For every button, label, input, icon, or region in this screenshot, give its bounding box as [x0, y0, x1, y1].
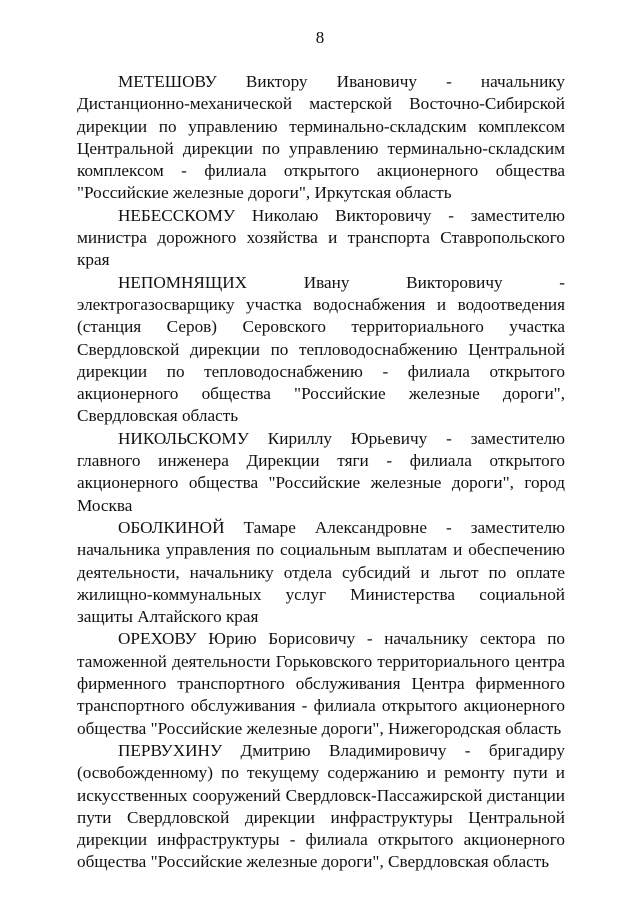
award-entry-nebessky: НЕБЕССКОМУ Николаю Викторовичу - заместителю министра дорожного хозяйства и транспорта Ставропольского края: [77, 205, 565, 270]
award-list: [77, 71, 565, 874]
page-number: 8: [315, 28, 325, 47]
award-entry-obolkina: ОБОЛКИНОЙ Тамаре Александровне - заместителю начальника управления по социальным выплатам и обеспечению деятельности, начальнику отдела субсидий и льгот по оплате жилищно-коммунальных услуг Министерства социальной защиты Алтайского края: [77, 517, 565, 627]
award-entry-nepomnyashchikh: НЕПОМНЯЩИХ Ивану Викторовичу - электрогазосварщику участка водоснабжения и водоотведения (станция Серов) Серовского территориального участка Свердловской дирекции по тепловодоснабжению Центральной дирекции по тепловодоснабжению - филиала открытого акционерного общества "Российские железные дороги", Свердловская область: [77, 272, 565, 426]
award-entry-pervukhin: ПЕРВУХИНУ Дмитрию Владимировичу - бригадиру (освобожденному) по текущему содержанию и ремонту пути и искусственных сооружений Свердловск-Пассажирской дистанции пути Свердловской дирекции инфраструктуры Центральной дирекции инфраструктуры - филиала открытого акционерного общества "Российские железные дороги", Свердловская область: [77, 740, 565, 872]
award-entry-nikolsky: НИКОЛЬСКОМУ Кириллу Юрьевичу - заместителю главного инженера Дирекции тяги - филиала открытого акционерного общества "Российские железные дороги", город Москва: [77, 428, 565, 515]
award-entry-orekhov: ОРЕХОВУ Юрию Борисовичу - начальнику сектора по таможенной деятельности Горьковского территориального центра фирменного транспортного обслуживания Центра фирменного транспортного обслуживания - филиала открытого акционерного общества "Российские железные дороги", Нижегородская область: [77, 629, 565, 738]
award-entry-meteshov: МЕТЕШОВУ Виктору Ивановичу - начальнику Дистанционно-механической мастерской Восточно-Сибирской дирекции по управлению терминально-складским комплексом Центральной дирекции по управлению терминально-складским комплексом - филиала открытого акционерного общества "Российские железные дороги", Иркутская область: [77, 72, 565, 203]
